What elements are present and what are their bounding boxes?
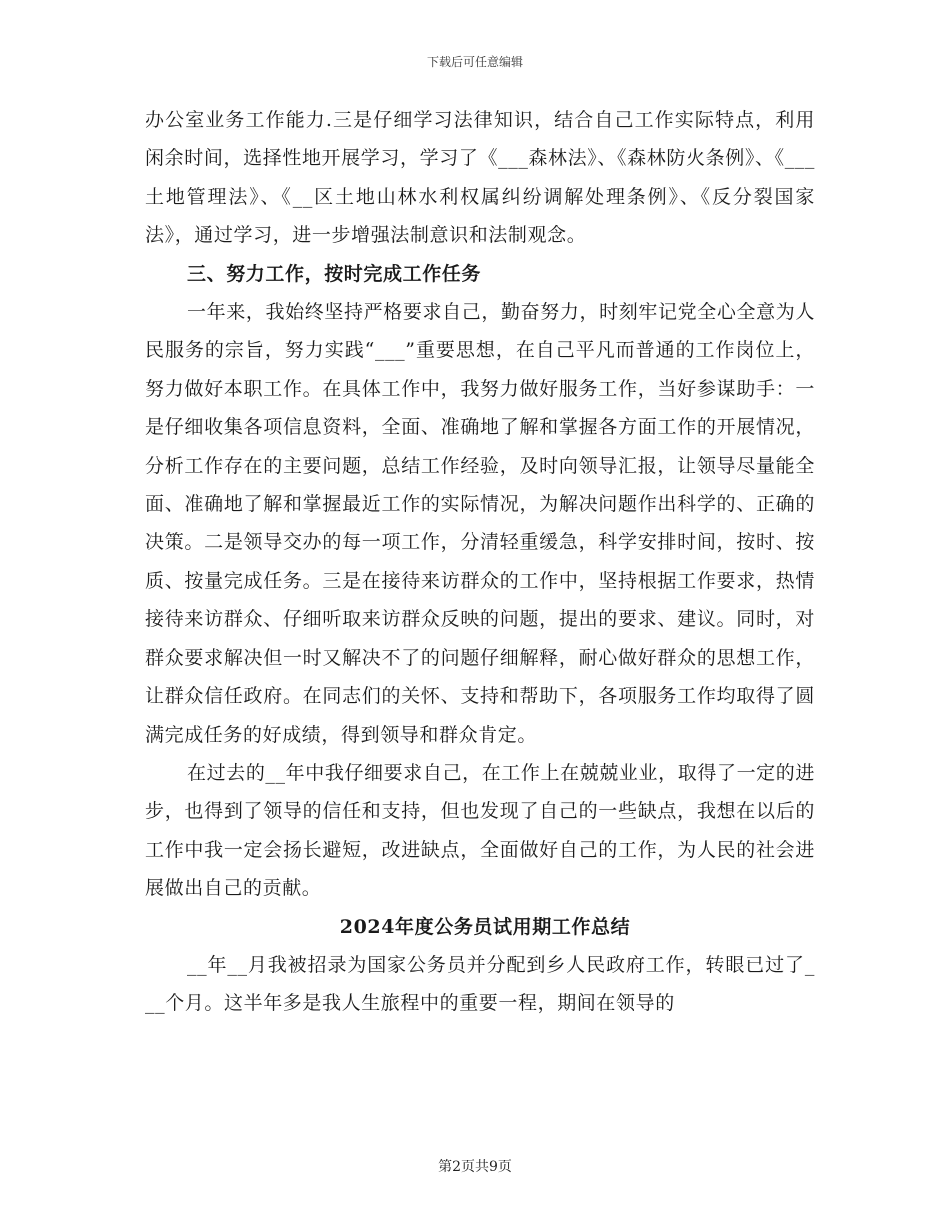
page-header-note: 下载后可任意编辑 <box>426 55 523 69</box>
document-body <box>145 101 815 1023</box>
document-title: 2024年度公务员试用期工作总结 <box>339 915 631 938</box>
paragraph-self-reflection: 在过去的__年中我仔细要求自己，在工作上在兢兢业业，取得了一定的进步，也得到了领导的信任和支持，但也发现了自己的一些缺点，我想在以后的工作中我一定会扬长避短，改进缺点，全面做好自己的工作，为人民的社会进展做出自己的贡献。 <box>145 761 815 900</box>
paragraph-legal-study: 办公室业务工作能力.三是仔细学习法律知识，结合自己工作实际特点，利用闲余时间，选择性地开展学习，学习了《___森林法》、《森林防火条例》、《___土地管理法》、《__区土地山林水利权属纠纷调解处理条例》、《反分裂国家法》，通过学习，进一步增强法制意识和法制观念。 <box>145 109 815 247</box>
page-number: 第2页共9页 <box>438 1159 512 1175</box>
section-heading-3: 三、努力工作，按时完成工作任务 <box>187 262 482 285</box>
paragraph-probation-intro: __年__月我被招录为国家公务员并分配到乡人民政府工作，转眼已过了___个月。这半年多是我人生旅程中的重要一程，期间在领导的 <box>145 953 815 1015</box>
paragraph-work-duties: 一年来，我始终坚持严格要求自己，勤奋努力，时刻牢记党全心全意为人民服务的宗旨，努力实践“___”重要思想，在自己平凡而普通的工作岗位上，努力做好本职工作。在具体工作中，我努力做好服务工作，当好参谋助手：一是仔细收集各项信息资料，全面、准确地了解和掌握各方面工作的开展情况，分析工作存在的主要问题，总结工作经验，及时向领导汇报，让领导尽量能全面、准确地了解和掌握最近工作的实际情况，为解决问题作出科学的、正确的决策。二是领导交办的每一项工作，分清轻重缓急，科学安排时间，按时、按质、按量完成任务。三是在接待来访群众的工作中，坚持根据工作要求，热情接待来访群众、仔细听取来访群众反映的问题，提出的要求、建议。同时，对群众要求解决但一时又解决不了的问题仔细解释，耐心做好群众的思想工作，让群众信任政府。在同志们的关怀、支持和帮助下，各项服务工作均取得了圆满完成任务的好成绩，得到领导和群众肯定。 <box>145 301 815 746</box>
